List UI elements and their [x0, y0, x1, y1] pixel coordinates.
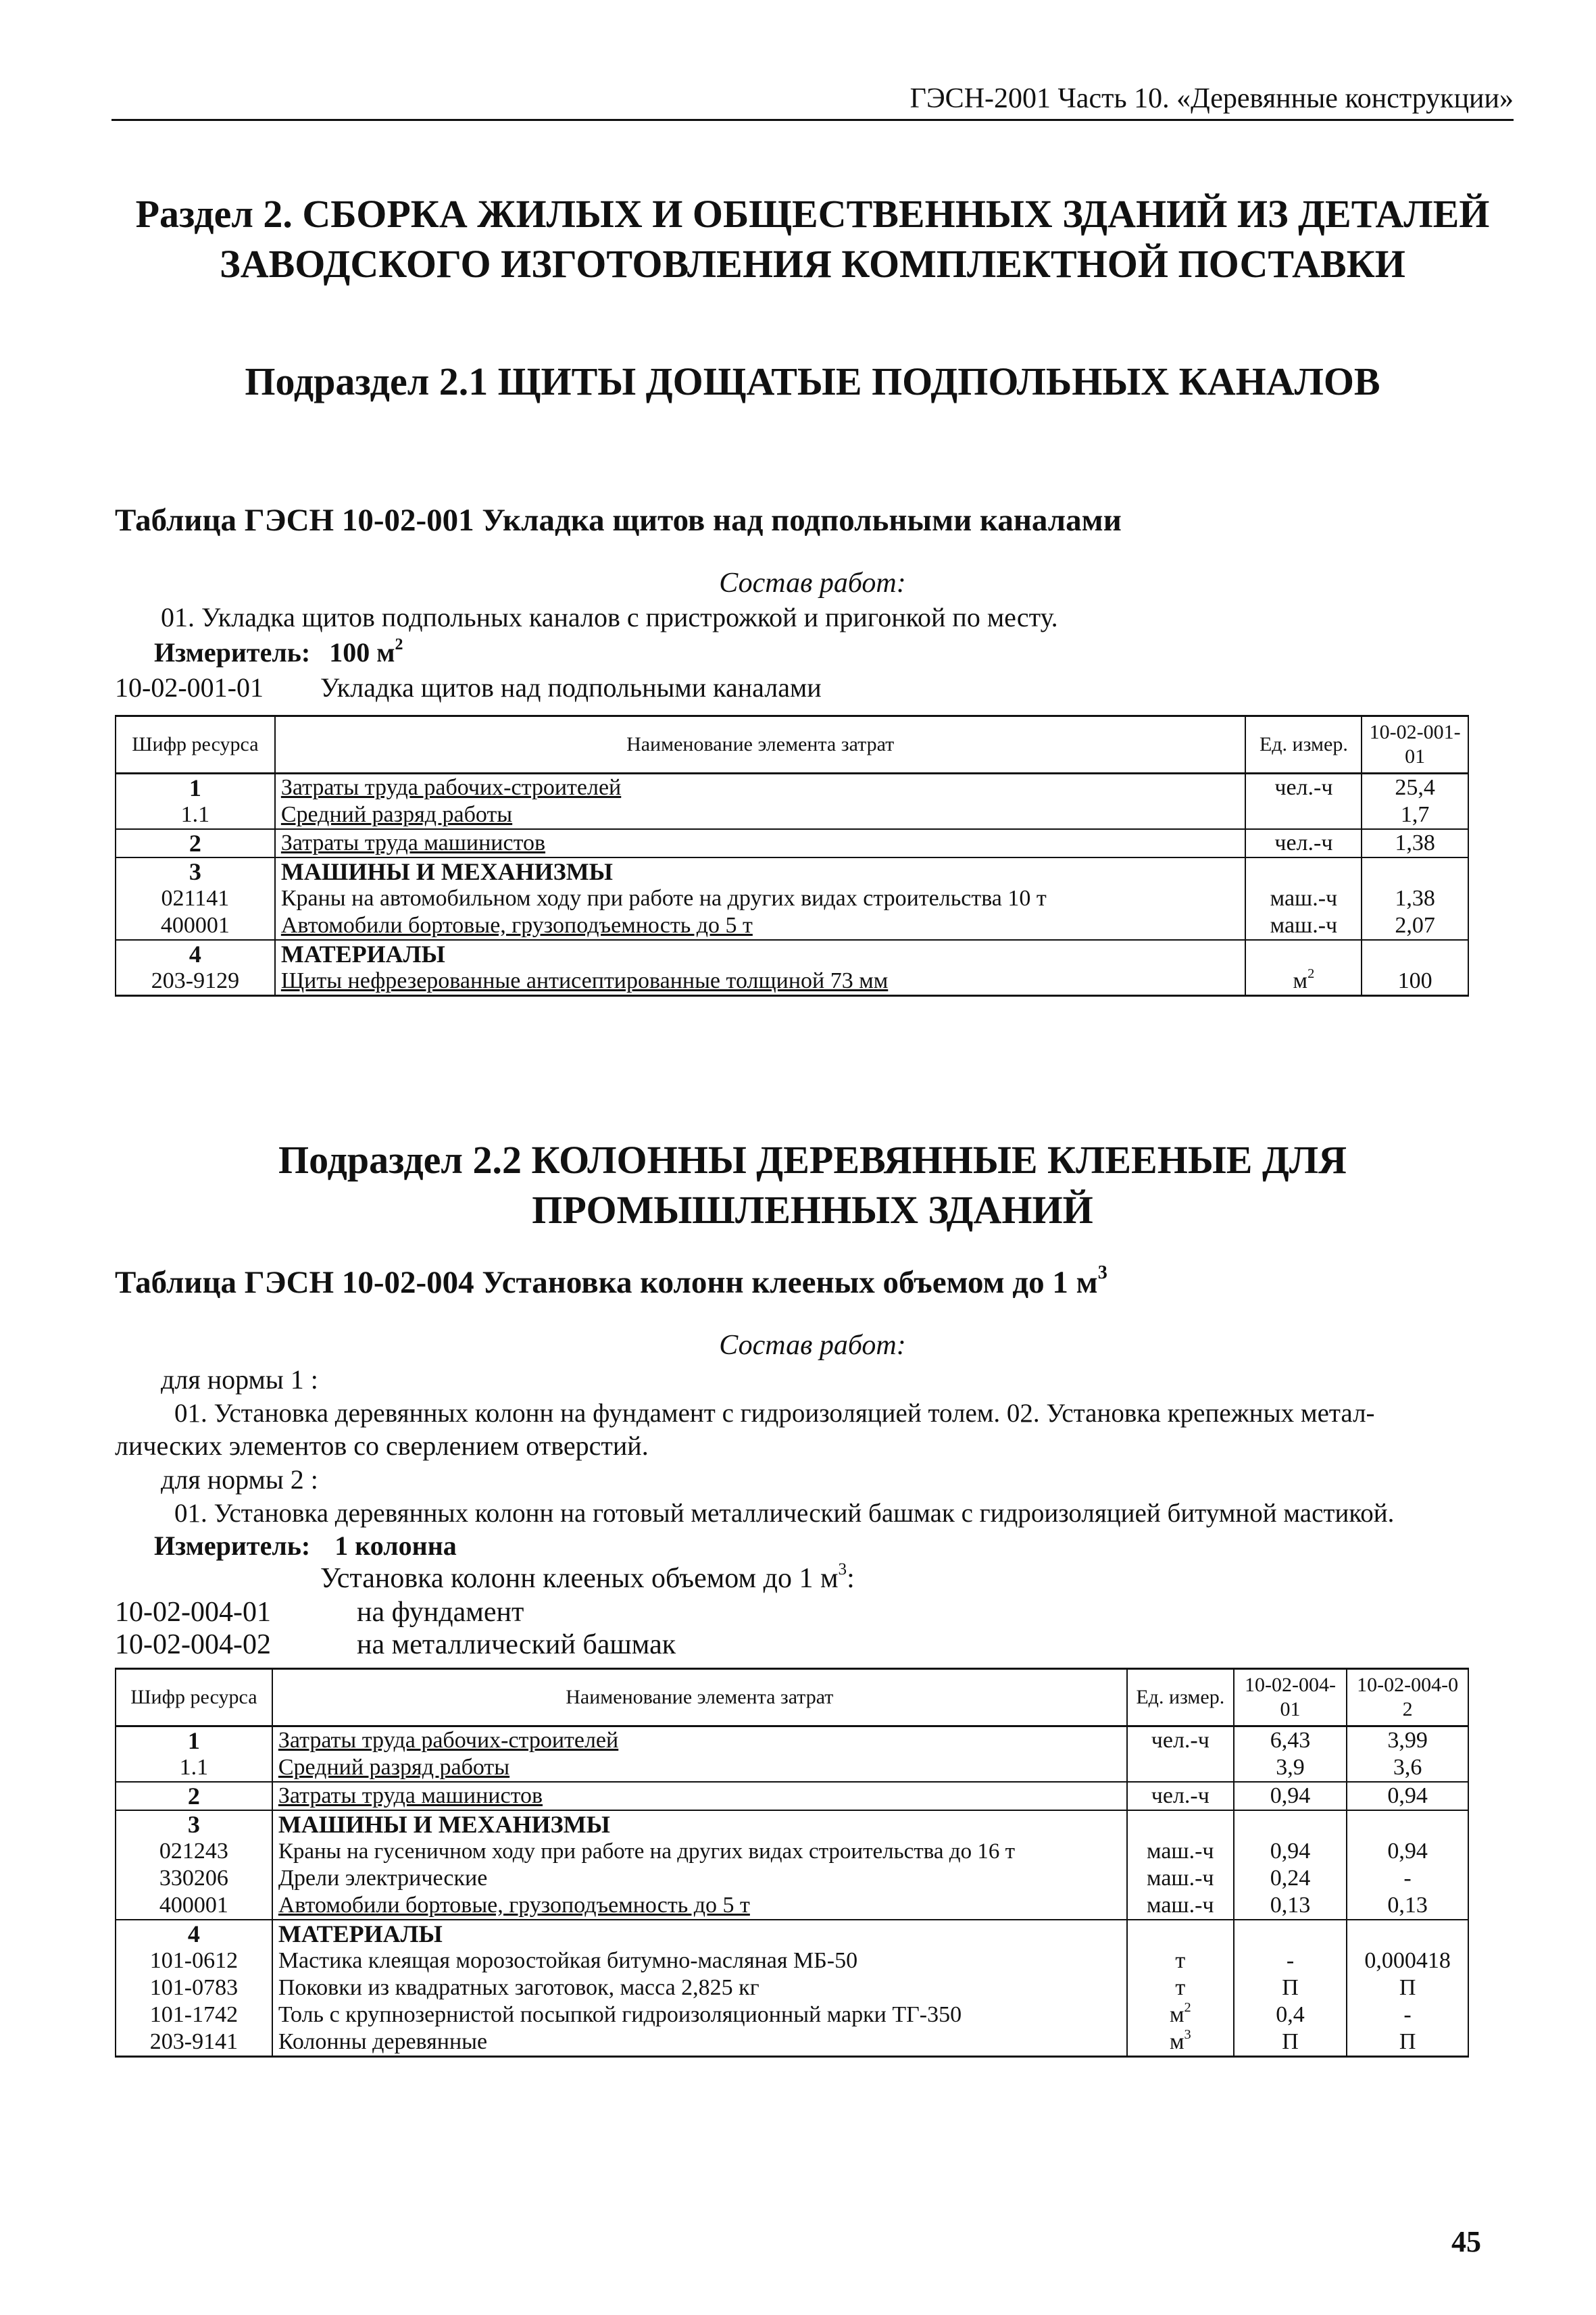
row-unit: чел.-ч [1127, 1726, 1234, 1755]
resource-table-10-02-001 [115, 715, 1469, 997]
row-value-2 [1347, 1920, 1468, 1947]
row-name: Затраты труда рабочих-строителей [272, 1726, 1127, 1755]
table-row [116, 829, 1468, 857]
table-header-row [116, 716, 1468, 774]
row-value-1: П [1234, 2028, 1347, 2057]
row-unit: т [1127, 1974, 1234, 2001]
row-name: Дрели электрические [272, 1865, 1127, 1892]
section-title-line-1: Раздел 2. СБОРКА ЖИЛЫХ И ОБЩЕСТВЕННЫХ ЗДАНИЙ ИЗ ДЕТАЛЕЙ [135, 192, 1490, 236]
norm-1-code: 10-02-004-01 [115, 1597, 271, 1628]
meter-value: 1 колонна [334, 1530, 457, 1561]
running-header: ГЭСН-2001 Часть 10. «Деревянные конструкции» [909, 83, 1514, 114]
meter-line [154, 1530, 457, 1562]
row-value-2: 0,94 [1347, 1838, 1468, 1865]
row-name: Автомобили бортовые, грузоподъемность до 5 т [275, 912, 1246, 940]
row-unit: маш.-ч [1127, 1865, 1234, 1892]
row-name: Средний разряд работы [272, 1754, 1127, 1782]
row-value-1 [1234, 1810, 1347, 1838]
row-code: 3 [116, 857, 275, 885]
work-item: 01. Укладка щитов подпольных каналов с пристрожкой и пригонкой по месту. [161, 602, 1058, 632]
row-code: 1 [116, 1726, 272, 1755]
norm-group-tail: : [847, 1563, 855, 1594]
row-unit: чел.-ч [1245, 774, 1362, 802]
row-unit [1245, 857, 1362, 885]
subsection-title-line-1: Подраздел 2.2 КОЛОННЫ ДЕРЕВЯННЫЕ КЛЕЕНЫЕ ДЛЯ [278, 1138, 1347, 1182]
row-name: Затраты труда машинистов [272, 1782, 1127, 1810]
table-row [116, 968, 1468, 996]
row-unit [1127, 1754, 1234, 1782]
row-name: Средний разряд работы [275, 801, 1246, 829]
row-code: 3 [116, 1810, 272, 1838]
row-name: Мастика клеящая морозостойкая битумно-масляная МБ-50 [272, 1947, 1127, 1974]
row-unit: маш.-ч [1127, 1838, 1234, 1865]
row-name: Толь с крупнозернистой посыпкой гидроизоляционный марки ТГ-350 [272, 2001, 1127, 2028]
row-unit: т [1127, 1947, 1234, 1974]
row-unit: чел.-ч [1127, 1782, 1234, 1810]
header-cost-element: Наименование элемента затрат [272, 1669, 1127, 1726]
table-row [116, 1810, 1468, 1838]
table-row [116, 1865, 1468, 1892]
table-header-row [116, 1669, 1468, 1726]
row-value [1362, 857, 1468, 885]
row-value: 25,4 [1362, 774, 1468, 802]
row-unit [1127, 1810, 1234, 1838]
row-name: Затраты труда рабочих-строителей [275, 774, 1246, 802]
row-value: 100 [1362, 968, 1468, 996]
table-title-10-02-001: Таблица ГЭСН 10-02-001 Укладка щитов над подпольными каналами [115, 503, 1122, 538]
row-code: 1.1 [116, 1754, 272, 1782]
table-row [116, 940, 1468, 968]
header-unit: Ед. измер. [1127, 1669, 1234, 1726]
row-unit: маш.-ч [1245, 912, 1362, 940]
row-unit [1245, 801, 1362, 829]
row-unit-sup: 3 [1184, 2026, 1191, 2042]
section-title [111, 189, 1514, 289]
row-code: 203-9141 [116, 2028, 272, 2057]
table-row [116, 2001, 1468, 2028]
subsection-title-2-2 [111, 1135, 1514, 1235]
row-code: 101-0612 [116, 1947, 272, 1974]
row-name: Краны на автомобильном ходу при работе на других видах строительства 10 т [275, 885, 1246, 912]
section-title-line-2: ЗАВОДСКОГО ИЗГОТОВЛЕНИЯ КОМПЛЕКТНОЙ ПОСТАВКИ [220, 242, 1405, 286]
row-value-1: - [1234, 1947, 1347, 1974]
page-number: 45 [1451, 2225, 1481, 2258]
row-code: 021141 [116, 885, 275, 912]
row-code: 330206 [116, 1865, 272, 1892]
table-row [116, 1892, 1468, 1920]
row-name: Поковки из квадратных заготовок, масса 2,825 кг [272, 1974, 1127, 2001]
resource-table-10-02-004 [115, 1668, 1469, 2058]
header-resource-code: Шифр ресурса [116, 1669, 272, 1726]
row-code: 2 [116, 829, 275, 857]
table-row [116, 1947, 1468, 1974]
table-row [116, 912, 1468, 940]
norm-1-name: на фундамент [357, 1597, 524, 1628]
row-code: 4 [116, 1920, 272, 1947]
norm-group-text: Установка колонн клееных объемом до 1 м [320, 1563, 839, 1594]
row-group-name: МАТЕРИАЛЫ [275, 940, 1246, 968]
row-value-2: 0,94 [1347, 1782, 1468, 1810]
table-row [116, 774, 1468, 802]
header-norm-1-value: 10-02-004-01 [1234, 1669, 1347, 1726]
row-unit-cell [1127, 2028, 1234, 2057]
row-group-name: МАШИНЫ И МЕХАНИЗМЫ [272, 1810, 1127, 1838]
work-item-norm-1-line-2: лических элементов со сверлением отверстий. [115, 1430, 649, 1461]
row-code: 101-0783 [116, 1974, 272, 2001]
table-row [116, 801, 1468, 829]
row-name: Краны на гусеничном ходу при работе на других видах строительства до 16 т [272, 1838, 1127, 1865]
work-item-norm-2: 01. Установка деревянных колонн на готовый металлический башмак с гидроизоляцией битумной мастикой. [174, 1499, 1395, 1528]
for-norm-1: для нормы 1 : [161, 1364, 318, 1395]
norm-group-label [320, 1562, 855, 1595]
row-unit: м [1293, 968, 1308, 993]
row-value-1: 3,9 [1234, 1754, 1347, 1782]
row-value-1: П [1234, 1974, 1347, 2001]
table-row [116, 1838, 1468, 1865]
row-value: 1,38 [1362, 829, 1468, 857]
header-norm-value: 10-02-001-01 [1362, 716, 1468, 774]
table-row [116, 1974, 1468, 2001]
norm-2-code: 10-02-004-02 [115, 1629, 271, 1660]
work-composition-heading: Состав работ: [719, 1330, 906, 1361]
row-unit-sup: 2 [1307, 966, 1315, 981]
row-value-2: - [1347, 1865, 1468, 1892]
row-value-1: 6,43 [1234, 1726, 1347, 1755]
row-name: Колонны деревянные [272, 2028, 1127, 2057]
row-unit [1127, 1920, 1234, 1947]
subsection-title-2-1: Подраздел 2.1 ЩИТЫ ДОЩАТЫЕ ПОДПОЛЬНЫХ КАНАЛОВ [245, 359, 1380, 403]
row-value-2: П [1347, 1974, 1468, 2001]
row-value [1362, 940, 1468, 968]
row-value: 2,07 [1362, 912, 1468, 940]
table-row [116, 1920, 1468, 1947]
table-row [116, 1782, 1468, 1810]
row-unit-cell [1127, 2001, 1234, 2028]
for-norm-2: для нормы 2 : [161, 1464, 318, 1495]
row-code: 400001 [116, 1892, 272, 1920]
meter-value: 100 м [329, 637, 395, 668]
header-cost-element: Наименование элемента затрат [275, 716, 1246, 774]
row-code: 1.1 [116, 801, 275, 829]
header-unit: Ед. измер. [1245, 716, 1362, 774]
row-unit: м [1169, 2029, 1184, 2054]
row-value-1: 0,24 [1234, 1865, 1347, 1892]
row-value-2 [1347, 1810, 1468, 1838]
row-unit: маш.-ч [1127, 1892, 1234, 1920]
subsection-title-line-2: ПРОМЫШЛЕННЫХ ЗДАНИЙ [532, 1188, 1093, 1232]
row-name: Автомобили бортовые, грузоподъемность до 5 т [272, 1892, 1127, 1920]
row-code: 1 [116, 774, 275, 802]
row-unit [1245, 940, 1362, 968]
row-code: 021243 [116, 1838, 272, 1865]
row-value-1: 0,4 [1234, 2001, 1347, 2028]
row-value-1: 0,94 [1234, 1782, 1347, 1810]
work-item-norm-1-line-1: 01. Установка деревянных колонн на фундамент с гидроизоляцией толем. 02. Установка крепежных метал- [174, 1399, 1375, 1428]
norm-code: 10-02-001-01 [115, 672, 264, 703]
norm-name: Укладка щитов над подпольными каналами [320, 672, 822, 703]
row-unit-sup: 2 [1184, 1999, 1191, 2015]
row-unit-cell [1245, 968, 1362, 996]
table-row [116, 1726, 1468, 1755]
table-row [116, 857, 1468, 885]
row-group-name: МАТЕРИАЛЫ [272, 1920, 1127, 1947]
table-title-10-02-004 [115, 1262, 1107, 1303]
table-title-sup: 3 [1097, 1262, 1107, 1284]
row-value: 1,38 [1362, 885, 1468, 912]
row-value: 1,7 [1362, 801, 1468, 829]
header-rule [111, 119, 1514, 121]
row-value-2: 3,6 [1347, 1754, 1468, 1782]
norm-group-sup: 3 [838, 1560, 847, 1579]
meter-unit-sup: 2 [395, 636, 403, 654]
table-title-text: Таблица ГЭСН 10-02-004 Установка колонн клееных объемом до 1 м [115, 1265, 1098, 1300]
row-code: 203-9129 [116, 968, 275, 996]
row-value-2: 0,000418 [1347, 1947, 1468, 1974]
meter-label: Измеритель: [154, 1530, 311, 1561]
meter-line [154, 637, 403, 669]
row-value-2: 3,99 [1347, 1726, 1468, 1755]
row-value-2: П [1347, 2028, 1468, 2057]
row-value-1: 0,94 [1234, 1838, 1347, 1865]
row-code: 2 [116, 1782, 272, 1810]
row-code: 101-1742 [116, 2001, 272, 2028]
row-value-1 [1234, 1920, 1347, 1947]
row-code: 4 [116, 940, 275, 968]
row-name: Щиты нефрезерованные антисептированные толщиной 73 мм [275, 968, 1246, 996]
work-composition-heading: Состав работ: [719, 568, 906, 599]
meter-label: Измеритель: [154, 637, 311, 668]
row-value-2: 0,13 [1347, 1892, 1468, 1920]
row-unit: маш.-ч [1245, 885, 1362, 912]
row-group-name: МАШИНЫ И МЕХАНИЗМЫ [275, 857, 1246, 885]
row-value-2: - [1347, 2001, 1468, 2028]
row-code: 400001 [116, 912, 275, 940]
row-unit: чел.-ч [1245, 829, 1362, 857]
row-value-1: 0,13 [1234, 1892, 1347, 1920]
header-norm-2-value: 10-02-004-02 [1347, 1669, 1468, 1726]
row-name: Затраты труда машинистов [275, 829, 1246, 857]
norm-2-name: на металлический башмак [357, 1629, 676, 1660]
header-resource-code: Шифр ресурса [116, 716, 275, 774]
table-row [116, 1754, 1468, 1782]
table-row [116, 2028, 1468, 2057]
table-row [116, 885, 1468, 912]
row-unit: м [1169, 2002, 1184, 2027]
